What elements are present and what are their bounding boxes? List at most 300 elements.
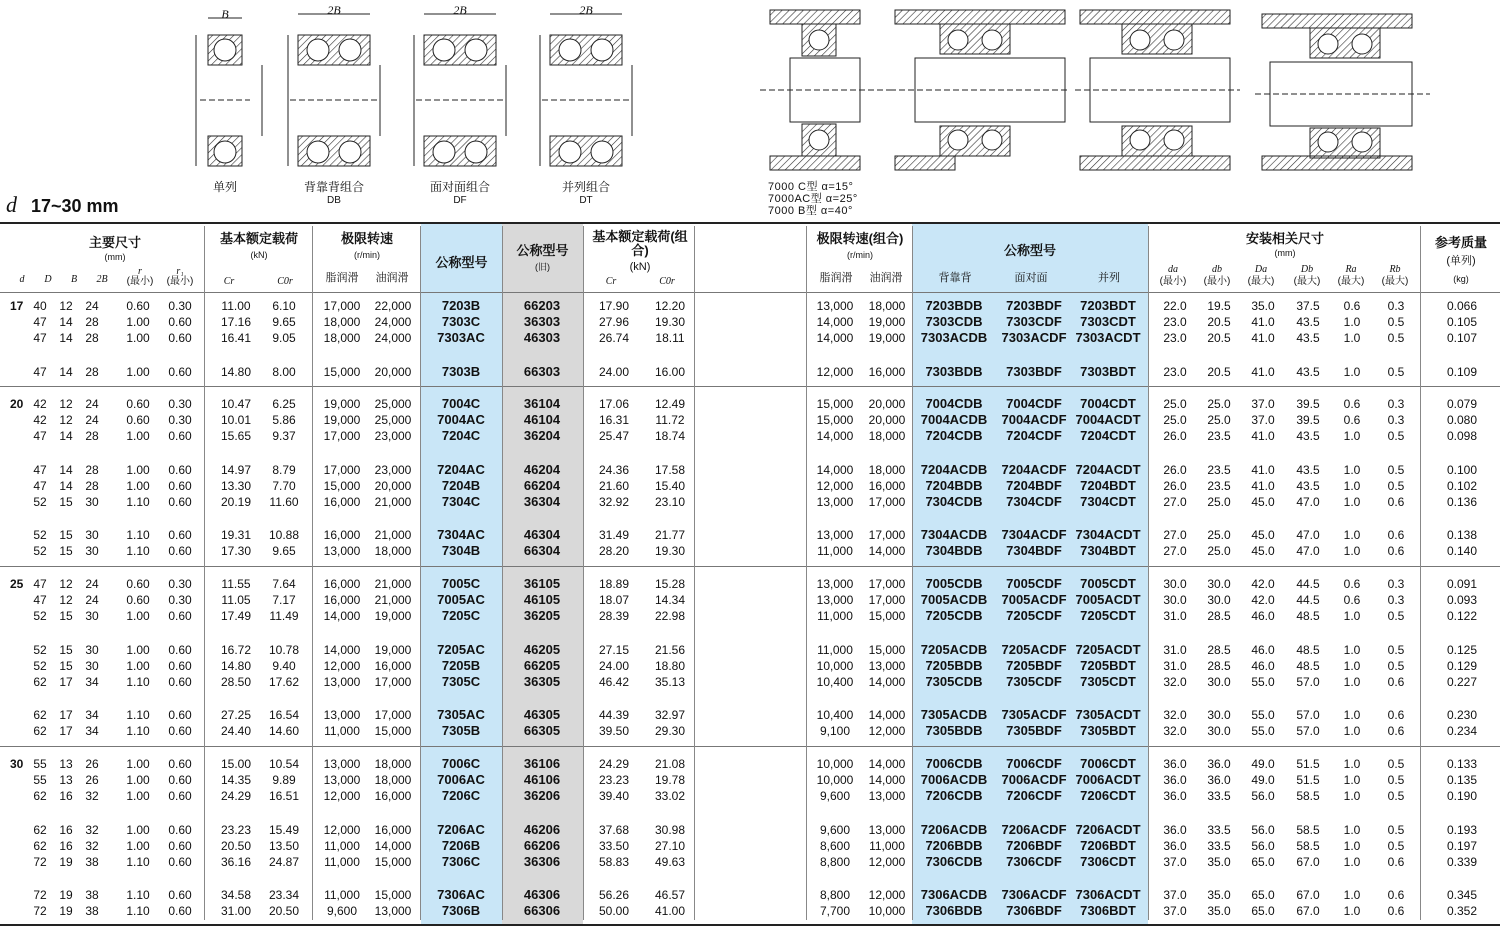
cell-designation: 7206C (441, 788, 481, 803)
cell-pair-speed-grease: 11,000 (817, 544, 853, 558)
table-row (0, 723, 1500, 739)
cell-pair-cr: 17.90 (598, 299, 630, 313)
table-row (0, 412, 1500, 428)
sym-da: da (1168, 264, 1178, 275)
cell-2B: 28 (85, 463, 99, 477)
cell-Ra: 1.0 (1343, 528, 1361, 542)
cell-Ra: 1.0 (1343, 331, 1361, 345)
cell-pair-speed-grease: 8,800 (819, 888, 851, 902)
cell-mass: 0.107 (1446, 331, 1478, 345)
cell-pair-c0r: 33.02 (654, 789, 686, 803)
cell-Ra: 1.0 (1343, 643, 1361, 657)
sym-cr: Cr (223, 276, 235, 287)
cell-c0r: 9.40 (272, 659, 296, 673)
cell-db: 33.5 (1207, 823, 1231, 837)
cell-pair-speed-oil: 15,000 (868, 609, 906, 623)
cell-pair-speed-oil: 15,000 (868, 643, 906, 657)
cell-pair-speed-grease: 14,000 (816, 331, 854, 345)
cell-designation: 7205B (441, 658, 481, 673)
sym-r1: r₁ (176, 266, 184, 277)
cell-mass: 0.093 (1446, 593, 1478, 607)
cell-2B: 26 (85, 773, 99, 787)
cell-speed-grease: 11,000 (324, 855, 360, 869)
cell-Da: 45.0 (1251, 528, 1275, 542)
cell-r: 1.10 (126, 888, 150, 902)
sym-B: B (70, 274, 78, 285)
cell-Ra: 1.0 (1343, 888, 1361, 902)
cell-Da: 65.0 (1251, 855, 1275, 869)
cell-pair-dt: 7304CDT (1080, 494, 1136, 509)
cell-mass: 0.227 (1446, 675, 1478, 689)
cell-D: 52 (33, 659, 47, 673)
cell-designation: 7303B (441, 364, 481, 379)
cell-Rb: 0.6 (1387, 724, 1405, 738)
cell-2B: 38 (85, 904, 99, 918)
cell-cr: 11.00 (221, 299, 251, 313)
cell-speed-grease: 16,000 (323, 528, 361, 542)
cell-pair-db: 7205ACDB (920, 642, 988, 657)
cell-pair-dt: 7305CDT (1080, 674, 1136, 689)
cell-c0r: 10.88 (268, 528, 300, 542)
cell-D: 72 (33, 855, 47, 869)
cell-Rb: 0.6 (1387, 904, 1405, 918)
cell-old-designation: 46305 (523, 707, 561, 722)
cell-r: 0.60 (126, 299, 150, 313)
cell-speed-oil: 16,000 (374, 823, 412, 837)
cell-speed-grease: 11,000 (324, 839, 360, 853)
cell-Db: 43.5 (1296, 479, 1320, 493)
header-mass: 参考质量 (1434, 235, 1487, 250)
cell-D: 47 (33, 479, 47, 493)
cell-r1: 0.60 (168, 888, 192, 902)
cell-D: 47 (33, 593, 47, 607)
cell-pair-speed-grease: 10,000 (816, 773, 854, 787)
cell-r: 1.10 (126, 495, 150, 509)
cell-Db: 48.5 (1296, 609, 1320, 623)
cell-da: 27.0 (1163, 544, 1187, 558)
cell-r: 1.10 (126, 724, 150, 738)
db-diagram (288, 14, 380, 166)
header-pair-df: 面对面 (1014, 272, 1048, 284)
cell-old-designation: 66204 (523, 478, 561, 493)
cell-pair-dt: 7204ACDT (1075, 462, 1141, 477)
cell-Db: 67.0 (1296, 904, 1320, 918)
cell-Ra: 1.0 (1343, 823, 1361, 837)
cell-pair-speed-grease: 10,000 (816, 659, 854, 673)
cell-da: 23.0 (1163, 365, 1187, 379)
header-main-dims-unit: (mm) (104, 252, 126, 262)
cell-Da: 41.0 (1251, 429, 1275, 443)
cell-c0r: 9.65 (272, 544, 296, 558)
cell-speed-oil: 16,000 (374, 659, 412, 673)
group-divider (0, 386, 1500, 387)
cell-designation: 7305AC (437, 707, 485, 722)
cell-pair-df: 7304ACDF (1001, 527, 1067, 542)
cell-pair-speed-grease: 7,700 (819, 904, 851, 918)
cell-c0r: 17.62 (268, 675, 300, 689)
cell-r: 1.10 (126, 675, 150, 689)
table-row (0, 608, 1500, 624)
cell-pair-dt: 7304ACDT (1075, 527, 1141, 542)
cell-pair-speed-grease: 15,000 (816, 413, 854, 427)
cell-db: 30.0 (1207, 577, 1231, 591)
table-row (0, 527, 1500, 543)
cell-pair-db: 7305BDB (925, 723, 983, 738)
cell-db: 25.0 (1207, 397, 1231, 411)
cell-pair-c0r: 15.40 (654, 479, 686, 493)
cell-old-designation: 36205 (523, 608, 561, 623)
cell-c0r: 7.70 (272, 479, 296, 493)
width-label: 2B (453, 3, 467, 17)
cell-pair-dt: 7005ACDT (1075, 592, 1141, 607)
header-pair-db: 背靠背 (938, 272, 972, 284)
cell-Da: 41.0 (1251, 463, 1275, 477)
cell-old-designation: 36104 (523, 396, 561, 411)
cell-Rb: 0.6 (1387, 888, 1405, 902)
df-diagram (414, 14, 506, 166)
cell-r1: 0.30 (168, 299, 192, 313)
cell-da: 30.0 (1163, 593, 1187, 607)
cell-pair-cr: 18.89 (598, 577, 630, 591)
cell-speed-oil: 13,000 (374, 904, 412, 918)
cell-da: 23.0 (1163, 315, 1187, 329)
sym-c0r: C0r (277, 276, 293, 287)
cell-c0r: 10.78 (268, 643, 300, 657)
cell-mass: 0.122 (1446, 609, 1478, 623)
cell-pair-db: 7205CDB (925, 608, 983, 623)
cell-speed-grease: 19,000 (323, 413, 361, 427)
cell-2B: 28 (85, 429, 99, 443)
cell-speed-oil: 23,000 (374, 429, 412, 443)
cell-Da: 37.0 (1251, 397, 1275, 411)
cell-r1: 0.60 (168, 675, 192, 689)
cell-D: 42 (33, 413, 47, 427)
cell-pair-cr: 27.96 (598, 315, 630, 329)
cell-D: 47 (33, 463, 47, 477)
cell-Rb: 0.5 (1387, 643, 1405, 657)
table-row (0, 462, 1500, 478)
cell-pair-c0r: 12.49 (654, 397, 686, 411)
cell-pair-dt: 7206ACDT (1075, 822, 1141, 837)
header-load-unit: (kN) (250, 250, 268, 260)
cell-Ra: 0.6 (1343, 299, 1361, 313)
cell-r: 1.00 (126, 643, 150, 657)
header-speed-grease: 脂润滑 (325, 272, 359, 284)
cell-speed-grease: 9,600 (326, 904, 358, 918)
cell-da: 27.0 (1163, 528, 1187, 542)
cell-pair-speed-oil: 13,000 (868, 823, 906, 837)
cell-pair-db: 7303ACDB (920, 330, 988, 345)
cell-c0r: 20.50 (268, 904, 300, 918)
cell-Db: 48.5 (1296, 643, 1320, 657)
cell-pair-speed-oil: 12,000 (868, 888, 906, 902)
cell-da: 26.0 (1163, 463, 1187, 477)
cell-cr: 24.29 (220, 789, 252, 803)
cell-speed-oil: 19,000 (374, 643, 412, 657)
cell-pair-speed-grease: 11,000 (817, 643, 853, 657)
sym-db: db (1212, 264, 1222, 275)
cell-cr: 10.01 (220, 413, 252, 427)
cell-pair-speed-oil: 17,000 (868, 495, 906, 509)
cell-2B: 30 (85, 495, 99, 509)
cell-c0r: 11.49 (269, 609, 299, 623)
cell-2B: 32 (85, 789, 99, 803)
cell-pair-dt: 7303BDT (1080, 364, 1136, 379)
cell-pair-cr: 32.92 (598, 495, 630, 509)
cell-mass: 0.140 (1446, 544, 1478, 558)
cell-pair-c0r: 29.30 (654, 724, 686, 738)
cell-pair-dt: 7205ACDT (1075, 642, 1141, 657)
table-row (0, 854, 1500, 870)
sym-r-min: (最小) (126, 276, 154, 287)
cell-speed-oil: 18,000 (374, 757, 412, 771)
cell-pair-db: 7303CDB (925, 314, 983, 329)
cell-da: 27.0 (1163, 495, 1187, 509)
cell-Da: 65.0 (1251, 904, 1275, 918)
cell-pair-db: 7304BDB (925, 543, 983, 558)
cell-Rb: 0.5 (1387, 479, 1405, 493)
table-row (0, 494, 1500, 510)
table-row (0, 887, 1500, 903)
cell-db: 33.5 (1207, 789, 1231, 803)
cell-pair-cr: 16.31 (598, 413, 630, 427)
cell-Da: 49.0 (1251, 773, 1275, 787)
cell-speed-oil: 20,000 (374, 365, 412, 379)
cell-pair-cr: 56.26 (598, 888, 630, 902)
table-row (0, 428, 1500, 444)
cell-Ra: 1.0 (1343, 463, 1361, 477)
cell-c0r: 11.60 (269, 495, 299, 509)
cell-r: 1.00 (126, 429, 150, 443)
cell-pair-c0r: 49.63 (654, 855, 686, 869)
cell-c0r: 9.37 (272, 429, 296, 443)
cell-B: 16 (59, 823, 73, 837)
cell-speed-oil: 23,000 (374, 463, 412, 477)
cell-db: 28.5 (1207, 643, 1231, 657)
cell-db: 20.5 (1207, 365, 1231, 379)
cell-D: 47 (33, 365, 47, 379)
cell-B: 14 (59, 331, 73, 345)
cell-pair-c0r: 27.10 (654, 839, 686, 853)
header-pair-load-unit: (kN) (629, 261, 651, 273)
cell-pair-c0r: 21.56 (654, 643, 686, 657)
cell-pair-dt: 7006CDT (1080, 756, 1136, 771)
table-row (0, 314, 1500, 330)
cell-pair-db: 7305ACDB (920, 707, 988, 722)
cell-Da: 42.0 (1251, 593, 1275, 607)
table-row (0, 298, 1500, 314)
cell-pair-speed-oil: 12,000 (868, 724, 906, 738)
cell-B: 19 (59, 904, 73, 918)
header-main-dims: 主要尺寸 (88, 235, 141, 250)
cell-pair-speed-oil: 13,000 (868, 789, 906, 803)
cell-db: 23.5 (1207, 429, 1231, 443)
cell-pair-db: 7206ACDB (920, 822, 988, 837)
cell-c0r: 7.17 (272, 593, 296, 607)
arrangement-label-single: 单列 (212, 180, 237, 194)
cell-cr: 17.49 (220, 609, 252, 623)
cell-r: 1.00 (126, 315, 150, 329)
cell-pair-cr: 18.07 (598, 593, 630, 607)
header-pair-speed-oil: 油润滑 (869, 272, 903, 284)
cell-designation: 7303C (441, 314, 481, 329)
single-row-diagram (196, 18, 262, 166)
cell-speed-grease: 19,000 (323, 397, 361, 411)
cell-pair-db: 7304CDB (925, 494, 983, 509)
cell-Da: 45.0 (1251, 495, 1275, 509)
cell-D: 52 (33, 495, 47, 509)
cell-designation: 7004AC (437, 412, 485, 427)
cell-pair-dt: 7304BDT (1080, 543, 1136, 558)
cell-pair-cr: 27.15 (598, 643, 630, 657)
cell-pair-db: 7204CDB (925, 428, 983, 443)
cell-pair-c0r: 16.00 (654, 365, 686, 379)
cell-mass: 0.091 (1446, 577, 1478, 591)
cell-D: 47 (33, 429, 47, 443)
cell-r1: 0.60 (168, 544, 192, 558)
table-row (0, 707, 1500, 723)
cell-cr: 17.30 (220, 544, 252, 558)
cell-B: 13 (59, 773, 73, 787)
cell-r1: 0.60 (168, 855, 192, 869)
cell-cr: 16.72 (220, 643, 252, 657)
cell-pair-c0r: 14.34 (654, 593, 686, 607)
cell-D: 62 (33, 675, 47, 689)
table-row (0, 478, 1500, 494)
cell-r: 1.00 (126, 609, 150, 623)
cell-2B: 34 (85, 708, 99, 722)
cell-Rb: 0.5 (1387, 823, 1405, 837)
cell-pair-df: 7305CDF (1006, 674, 1062, 689)
cell-Da: 41.0 (1251, 479, 1275, 493)
cell-2B: 38 (85, 855, 99, 869)
cell-db: 28.5 (1207, 659, 1231, 673)
cell-Db: 43.5 (1296, 365, 1320, 379)
cell-speed-oil: 25,000 (374, 413, 412, 427)
cell-2B: 28 (85, 315, 99, 329)
table-row (0, 658, 1500, 674)
cell-mass: 0.066 (1446, 299, 1478, 313)
cell-cr: 28.50 (220, 675, 252, 689)
cell-pair-c0r: 19.30 (654, 544, 686, 558)
cell-D: 72 (33, 888, 47, 902)
cell-pair-speed-grease: 8,600 (819, 839, 851, 853)
cell-designation: 7304C (441, 494, 481, 509)
cell-Rb: 0.5 (1387, 429, 1405, 443)
cell-pair-speed-grease: 12,000 (816, 365, 854, 379)
cell-B: 14 (59, 365, 73, 379)
cell-cr: 14.80 (220, 365, 252, 379)
cell-pair-db: 7306CDB (925, 854, 983, 869)
cell-Db: 39.5 (1296, 413, 1320, 427)
cell-B: 13 (59, 757, 73, 771)
cell-c0r: 15.49 (268, 823, 300, 837)
cell-pair-cr: 37.68 (598, 823, 630, 837)
cell-old-designation: 66203 (523, 298, 561, 313)
cell-r: 1.10 (126, 904, 150, 918)
table-row (0, 396, 1500, 412)
cell-designation: 7205C (441, 608, 481, 623)
cell-c0r: 7.64 (272, 577, 296, 591)
cell-pair-speed-oil: 18,000 (868, 299, 906, 313)
cell-B: 15 (59, 643, 73, 657)
cell-B: 19 (59, 888, 73, 902)
header-pair-speed-unit: (r/min) (847, 250, 873, 260)
cell-speed-oil: 25,000 (374, 397, 412, 411)
cell-Rb: 0.5 (1387, 789, 1405, 803)
header-pair-designation: 公称型号 (1003, 243, 1056, 258)
cell-old-designation: 36204 (523, 428, 561, 443)
cell-pair-speed-grease: 9,600 (819, 789, 851, 803)
cell-old-designation: 36106 (523, 756, 561, 771)
cell-pair-dt: 7306ACDT (1075, 887, 1141, 902)
cell-designation: 7205AC (437, 642, 485, 657)
cell-mass: 0.105 (1446, 315, 1478, 329)
cell-pair-dt: 7205CDT (1080, 608, 1136, 623)
cell-D: 40 (33, 299, 47, 313)
cell-mass: 0.230 (1446, 708, 1478, 722)
cell-Db: 51.5 (1296, 757, 1320, 771)
header-pair-dt: 并列 (1098, 272, 1120, 284)
cell-pair-cr: 17.06 (598, 397, 630, 411)
cell-D: 55 (33, 757, 47, 771)
cell-pair-speed-grease: 11,000 (817, 609, 853, 623)
header-mounting-unit: (mm) (1274, 248, 1296, 258)
cell-pair-dt: 7205BDT (1080, 658, 1136, 673)
cell-designation: 7005C (441, 576, 481, 591)
cell-D: 62 (33, 708, 47, 722)
cell-r: 1.00 (126, 823, 150, 837)
header-mounting: 安装相关尺寸 (1245, 231, 1324, 246)
cell-db: 25.0 (1207, 495, 1231, 509)
cell-2B: 34 (85, 675, 99, 689)
header-speed: 极限转速 (340, 231, 393, 246)
cell-r1: 0.60 (168, 643, 192, 657)
cell-db: 36.0 (1207, 773, 1231, 787)
cell-c0r: 10.54 (268, 757, 300, 771)
cell-old-designation: 46106 (523, 772, 561, 787)
cell-db: 20.5 (1207, 315, 1231, 329)
cell-r: 1.00 (126, 659, 150, 673)
cell-mass: 0.125 (1446, 643, 1478, 657)
cell-Ra: 1.0 (1343, 479, 1361, 493)
cell-pair-speed-oil: 11,000 (869, 839, 905, 853)
cell-2B: 34 (85, 724, 99, 738)
cell-pair-c0r: 46.57 (654, 888, 686, 902)
cell-speed-grease: 18,000 (323, 315, 361, 329)
cell-D: 42 (33, 397, 47, 411)
cell-r1: 0.60 (168, 365, 192, 379)
cell-cr: 17.16 (220, 315, 252, 329)
cell-db: 20.5 (1207, 331, 1231, 345)
cell-pair-speed-oil: 19,000 (868, 331, 906, 345)
cell-pair-dt: 7004ACDT (1075, 412, 1141, 427)
header-old-designation: 公称型号 (516, 243, 569, 258)
cell-r: 0.60 (126, 413, 150, 427)
cell-pair-speed-oil: 20,000 (868, 397, 906, 411)
cell-Ra: 1.0 (1343, 544, 1361, 558)
cell-pair-c0r: 35.13 (654, 675, 686, 689)
cell-B: 14 (59, 315, 73, 329)
cell-old-designation: 36105 (523, 576, 561, 591)
cell-cr: 15.00 (220, 757, 252, 771)
cell-D: 62 (33, 839, 47, 853)
cell-B: 17 (59, 724, 73, 738)
cell-speed-grease: 17,000 (323, 299, 361, 313)
cell-B: 12 (59, 299, 73, 313)
cell-designation: 7306B (441, 903, 481, 918)
arrangement-label-df: 面对面组合 DF (429, 180, 490, 206)
